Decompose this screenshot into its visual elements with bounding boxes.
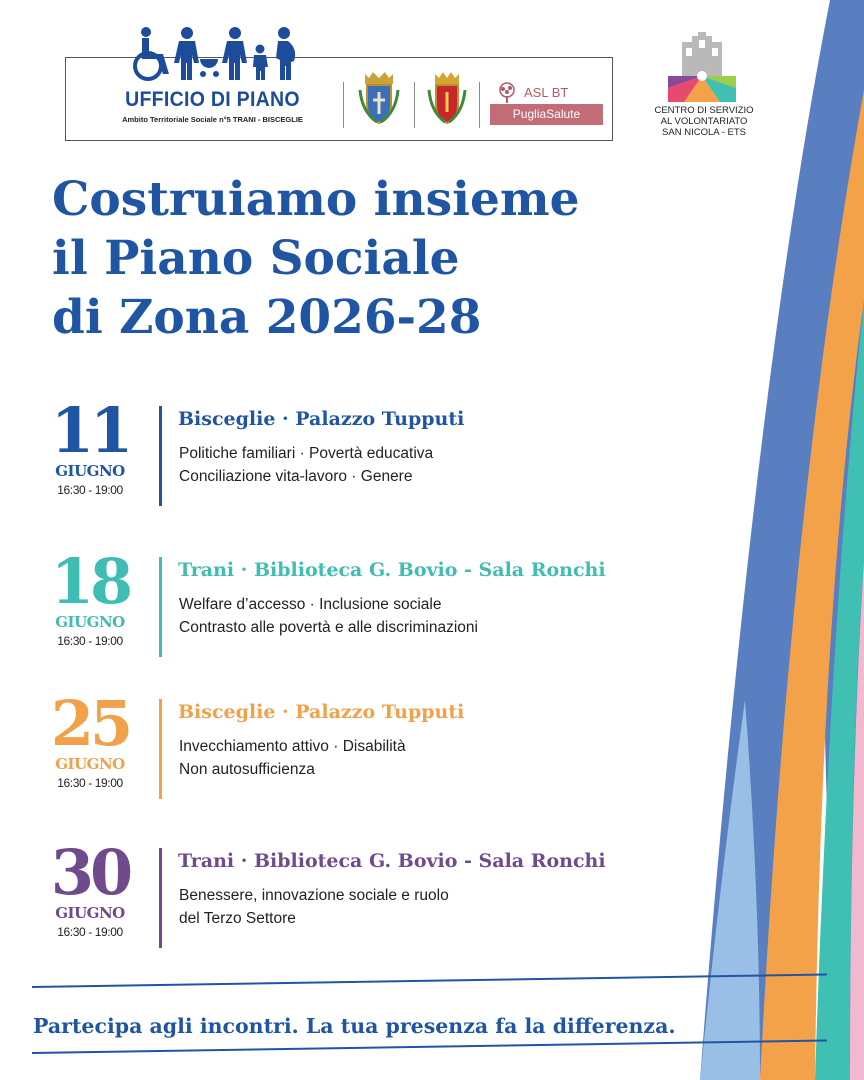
event-item [40,687,800,793]
event-topic: Politiche familiari · Povertà educativa [179,445,434,462]
divider [343,82,344,128]
event-place: Bisceglie · Palazzo Tupputi [178,701,465,723]
ufficio-title: UFFICIO DI PIANO [125,88,300,111]
event-divider [159,699,162,799]
divider [414,82,415,128]
event-topic: Contrasto alle povertà e alle discriminazioni [179,619,478,636]
event-topic: Benessere, innovazione sociale e ruolo [179,887,449,904]
divider [479,82,480,128]
trani-crest-icon [427,70,467,130]
event-place: Bisceglie · Palazzo Tupputi [178,408,465,430]
csv-line: AL VOLONTARIATO [660,116,748,127]
event-item [40,836,800,942]
event-place: Trani · Biblioteca G. Bovio - Sala Ronchi [178,850,606,872]
event-topic: Conciliazione vita-lavoro · Genere [179,468,413,485]
event-month: GIUGNO [55,755,125,773]
event-topic: del Terzo Settore [179,910,296,927]
csv-text [636,105,772,138]
event-time: 16:30 - 19:00 [57,776,123,790]
csv-line: SAN NICOLA - ETS [662,127,746,138]
event-place: Trani · Biblioteca G. Bovio - Sala Ronchi [178,559,606,581]
asl-tree-icon [495,82,519,104]
event-day: 18 [50,545,130,618]
title-line: Costruiamo insieme [52,172,580,227]
asl-label: ASL BT [524,85,569,100]
ufficio-subtitle: Ambito Territoriale Sociale n°5 TRANI - BISCEGLIE [122,115,303,124]
event-month: GIUGNO [55,904,125,922]
csv-building-icon [664,32,740,104]
event-time: 16:30 - 19:00 [57,634,123,648]
event-item [40,545,800,651]
event-topic: Invecchiamento attivo · Disabilità [179,738,406,755]
bisceglie-crest-icon [357,70,401,130]
puglia-salute-badge: PugliaSalute [490,104,603,125]
event-day: 30 [50,836,130,909]
page-title [52,170,752,347]
footer-text: Partecipa agli incontri. La tua presenza fa la differenza. [33,1014,676,1038]
event-month: GIUGNO [55,462,125,480]
event-item [40,394,800,500]
family-icon [132,26,302,86]
csv-line: CENTRO DI SERVIZIO [654,105,754,116]
event-time: 16:30 - 19:00 [57,925,123,939]
event-month: GIUGNO [55,613,125,631]
title-line: il Piano Sociale [52,231,460,286]
event-divider [159,406,162,506]
event-day: 25 [50,687,130,760]
event-divider [159,848,162,948]
event-topic: Non autosufficienza [179,761,315,778]
event-day: 11 [50,394,130,467]
title-line: di Zona 2026-28 [52,290,482,345]
event-divider [159,557,162,657]
event-topic: Welfare d’accesso · Inclusione sociale [179,596,442,613]
event-time: 16:30 - 19:00 [57,483,123,497]
